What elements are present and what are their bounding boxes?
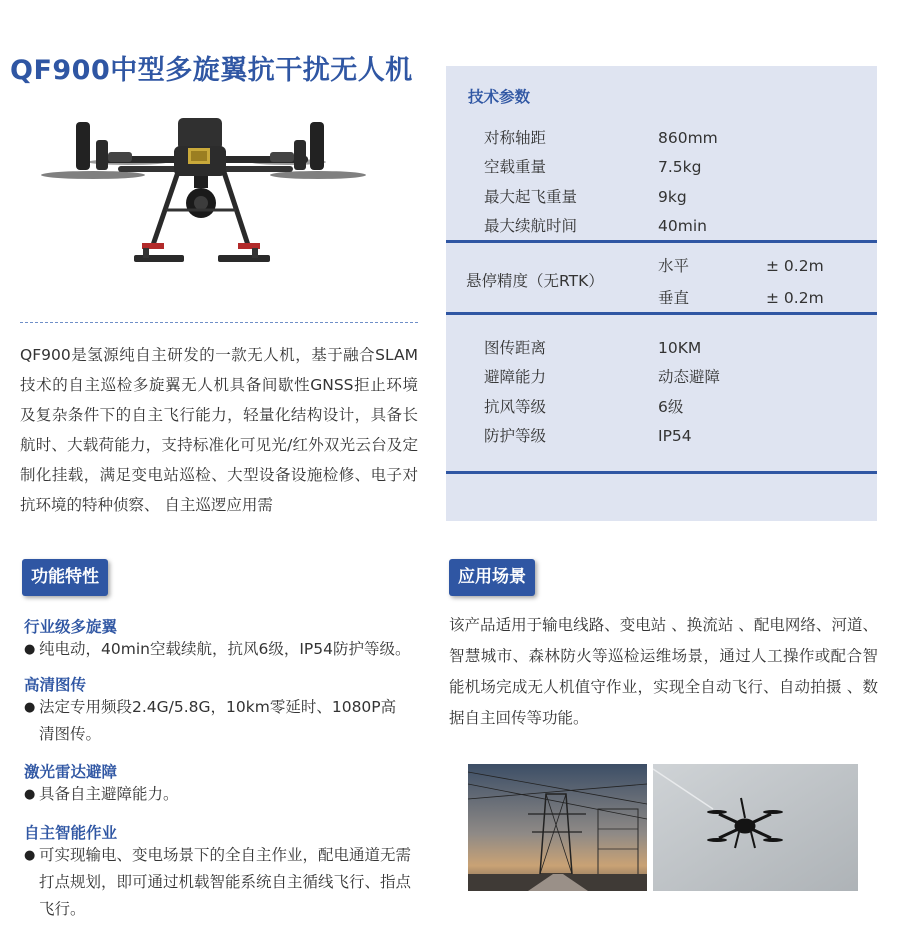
spec-row [484, 155, 701, 177]
feature-item [24, 636, 424, 663]
feature-title: 高清图传 [24, 676, 87, 694]
spec-key: 图传距离 [484, 339, 547, 357]
substation-photo [468, 764, 647, 891]
spec-row [484, 185, 687, 207]
spec-row [484, 126, 718, 148]
feature-item [24, 842, 420, 923]
spec-value: 动态避障 [658, 368, 721, 386]
spec-row [484, 424, 692, 446]
feature-desc: 可实现输电、变电场景下的全自主作业，配电通道无需打点规划，即可通过机载智能系统自主循线飞行、指点飞行。 [39, 846, 412, 918]
product-intro: QF900是氢源纯自主研发的一款无人机，基于融合SLAM技术的自主巡检多旋翼无人机具备间歇性GNSS拒止环境及复杂条件下的自主飞行能力，轻量化结构设计，具备长航时、大载荷能力，支持标准化可见光/红外双光云台及定制化挂载，满足变电站巡检、大型设备设施检修、电子对抗环境的特种侦察、 自主巡逻应用需 [20, 346, 418, 514]
feature-desc: 具备自主避障能力。 [39, 785, 179, 803]
spec-separator [446, 312, 877, 315]
hover-key: 垂直 [658, 289, 690, 307]
spec-key: 空载重量 [484, 158, 547, 176]
spec-key: 对称轴距 [484, 129, 547, 147]
drone-product-image [38, 110, 368, 275]
spec-value: 7.5kg [658, 158, 702, 176]
spec-value: 860mm [658, 129, 718, 147]
page-title: QF900中型多旋翼抗干扰无人机 [10, 55, 413, 86]
section-divider [20, 322, 418, 323]
applications-text: 该产品适用于输电线路、变电站 、换流站 、配电网络、河道、智慧城市、森林防火等巡检运维场景，通过人工操作或配合智能机场完成无人机值守作业，实现全自动飞行、自动拍摄 、数据自主回传等功能。 [449, 616, 878, 727]
hover-value: ± 0.2m [766, 257, 824, 275]
spec-value: IP54 [658, 427, 692, 445]
spec-key: 防护等级 [484, 427, 547, 445]
feature-item [24, 781, 424, 808]
hover-row [658, 286, 824, 308]
features-heading: 功能特性 [22, 559, 108, 596]
spec-key: 最大续航时间 [484, 217, 578, 235]
spec-key: 最大起飞重量 [484, 188, 578, 206]
spec-value: 40min [658, 217, 707, 235]
feature-item [24, 694, 404, 748]
feature-title: 行业级多旋翼 [24, 618, 118, 636]
bullet-icon: ● [24, 642, 36, 657]
feature-desc: 法定专用频段2.4G/5.8G，10km零延时、1080P高清图传。 [39, 698, 397, 743]
hover-key: 水平 [658, 257, 690, 275]
spec-key: 避障能力 [484, 368, 547, 386]
spec-key: 抗风等级 [484, 398, 547, 416]
bullet-icon: ● [24, 787, 36, 802]
spec-row [484, 336, 701, 358]
feature-title: 自主智能作业 [24, 824, 118, 842]
spec-separator [446, 471, 877, 474]
bullet-icon: ● [24, 848, 36, 863]
bullet-icon: ● [24, 700, 36, 715]
drone-flight-photo [653, 764, 858, 891]
hover-accuracy-label: 悬停精度（无RTK） [466, 272, 604, 290]
hover-row [658, 254, 824, 276]
spec-row [484, 365, 720, 387]
feature-title: 激光雷达避障 [24, 763, 118, 781]
spec-title: 技术参数 [468, 88, 531, 106]
spec-value: 10KM [658, 339, 702, 357]
spec-row [484, 395, 683, 417]
spec-value: 9kg [658, 188, 687, 206]
spec-value: 6级 [658, 398, 684, 416]
spec-row [484, 214, 707, 236]
feature-desc: 纯电动，40min空载续航，抗风6级，IP54防护等级。 [39, 640, 411, 658]
hover-value: ± 0.2m [766, 289, 824, 307]
spec-separator [446, 240, 877, 243]
applications-heading: 应用场景 [449, 559, 535, 596]
